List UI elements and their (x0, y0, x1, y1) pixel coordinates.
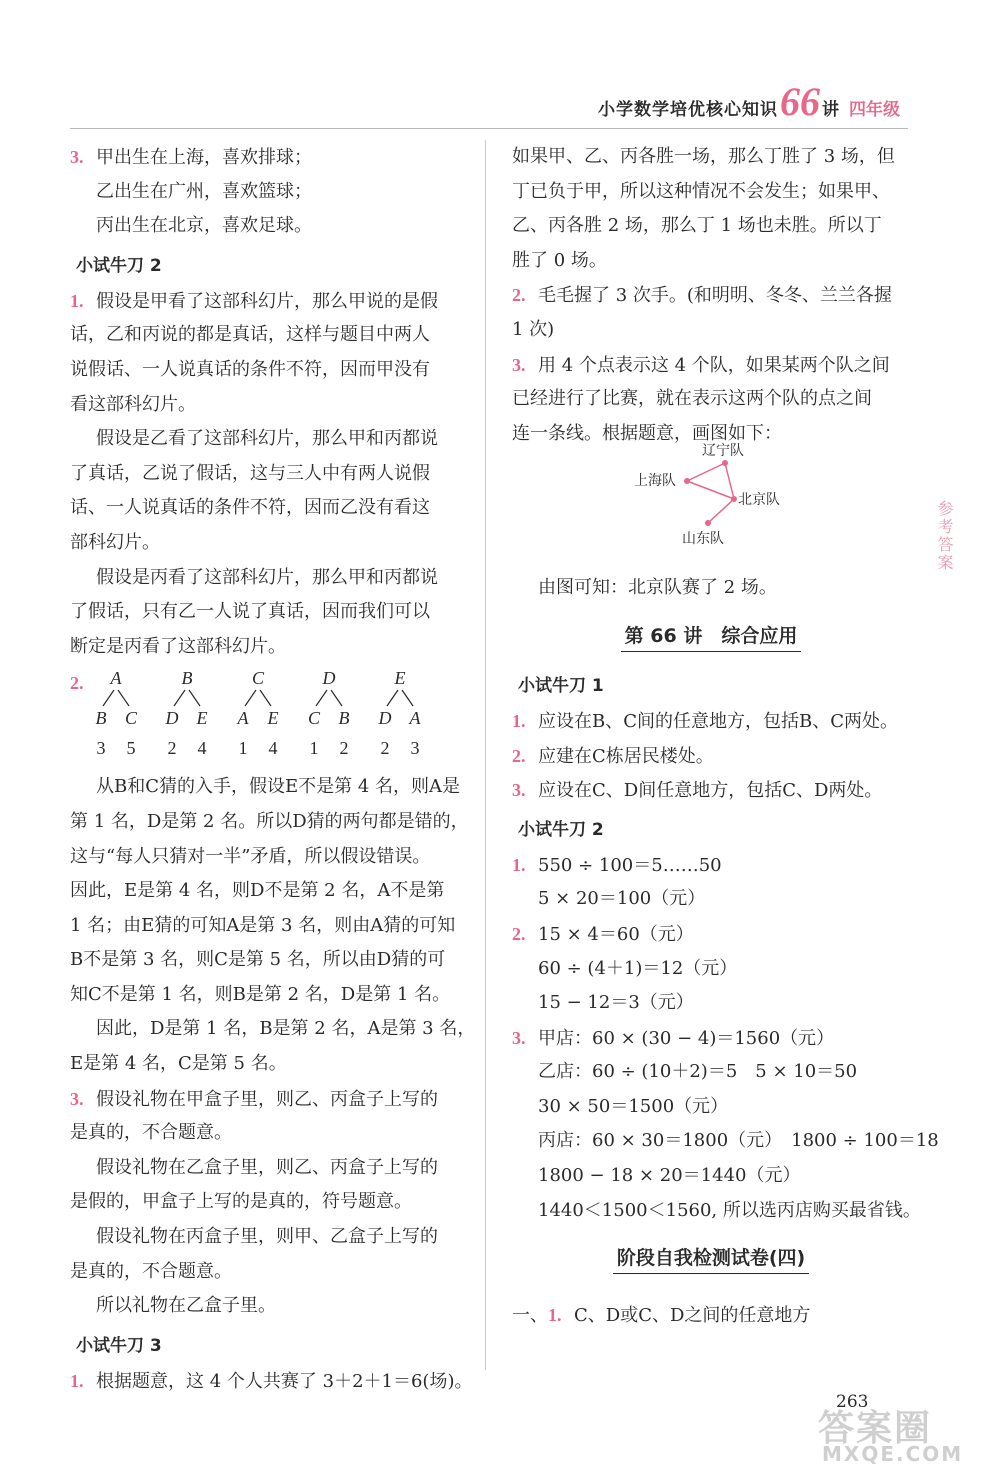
answer-line: 1. 根据题意，这 4 个人共赛了 3＋2＋1＝6(场)。 (70, 1364, 470, 1399)
answer-line: 3. 甲出生在上海，喜欢排球； (70, 140, 470, 175)
tree-left-label: A (237, 708, 249, 729)
answer-line: 15 − 12＝3（元） (538, 992, 694, 1014)
tree-left-rank: 2 (380, 738, 390, 759)
tree-right-rank: 5 (126, 738, 136, 759)
tree-left-label: D (165, 708, 179, 729)
answer-line: E是第 4 名，C是第 5 名。 (70, 1053, 287, 1075)
column-divider (485, 140, 486, 1370)
tree-branch (387, 690, 398, 706)
answer-line: 是真的，不合题意。 (70, 1260, 232, 1282)
tree-top-label: C (251, 668, 265, 689)
answer-line: 如果甲、乙、丙各胜一场，那么丁胜了 3 场，但 (512, 146, 895, 167)
section-heading: 小试牛刀 2 (518, 819, 604, 840)
answer-line: 从B和C猜的入手，假设E不是第 4 名，则A是 (96, 776, 461, 798)
answer-line: 是假的，甲盒子上写的是真的，符号题意。 (70, 1191, 412, 1213)
right-column (512, 140, 939, 1333)
answer-line: 胜了 0 场。 (512, 249, 607, 271)
tree-left-rank: 3 (96, 738, 106, 759)
left-column (70, 140, 476, 1398)
label-shandong: 山东队 (682, 531, 724, 548)
question-number: 3. (512, 780, 526, 801)
question-number: 2. (512, 923, 526, 944)
tree-branch (103, 690, 114, 706)
page-number: 263 (836, 1392, 869, 1412)
team-graph (512, 443, 910, 589)
answer-line: 60 ÷ (4＋1)＝12（元） (538, 957, 738, 979)
edge-liaoning-beijing (725, 463, 734, 499)
section-heading: 小试牛刀 1 (518, 675, 604, 696)
question-number: 1. (70, 290, 84, 311)
question-number: 3. (70, 147, 84, 167)
tree-branch (118, 690, 129, 706)
answer-line: 一、1. C、D或C、D之间的任意地方 (512, 1298, 910, 1333)
guess-trees (70, 666, 470, 770)
answer-line: 话、一人说真话的条件不符，因而乙没有看这 (70, 497, 430, 519)
question-number: 3. (70, 1088, 84, 1109)
tree-left-label: C (307, 708, 321, 729)
node-shanghai (684, 478, 690, 484)
tree-left-label: D (378, 708, 392, 729)
answer-line: 1800 − 18 × 20＝1440（元） (538, 1165, 801, 1187)
label-shanghai: 上海队 (634, 473, 676, 490)
answer-line: 了真话，乙说了假话，这与三人中有两人说假 (70, 462, 430, 484)
header-divider (70, 128, 908, 129)
answer-line: 部科幻片。 (70, 531, 160, 553)
tree-right-rank: 2 (339, 738, 349, 759)
tree-right-rank: 4 (268, 738, 278, 759)
answer-line: 看这部科幻片。 (70, 393, 196, 415)
answer-line: 2. 15 × 4＝60（元） (512, 917, 910, 952)
answer-line: 假设礼物在乙盒子里，则乙、丙盒子上写的 (96, 1156, 438, 1178)
tree-branch (402, 690, 413, 706)
answer-line: 乙、丙各胜 2 场，那么丁 1 场也未胜。所以丁 (512, 215, 882, 237)
answer-line: 1. 550 ÷ 100＝5……50 (512, 848, 910, 883)
question-number: 1. (548, 1305, 562, 1326)
question-number: 2. (70, 673, 84, 694)
node-shandong (705, 520, 711, 526)
page-header (598, 78, 900, 128)
answer-line: 30 × 50＝1500（元） (538, 1095, 729, 1117)
answer-line: 说假话、一人说真话的条件不符，因而甲没有 (70, 358, 430, 380)
edge-beijing-shandong (708, 499, 734, 523)
answer-line: 2. 毛毛握了 3 次手。(和明明、冬冬、兰兰各握 (512, 278, 910, 313)
node-beijing (731, 496, 737, 502)
tree-top-label: B (181, 668, 193, 689)
label-beijing: 北京队 (738, 492, 780, 509)
answer-line: 丁已负于甲，所以这种情况不会发生；如果甲、 (512, 180, 890, 202)
answer-line: 1. 应设在B、C间的任意地方，包括B、C两处。 (512, 704, 910, 739)
tree-branch (189, 690, 200, 706)
book-number: 66 (780, 79, 820, 124)
question-number: 3. (512, 1027, 526, 1048)
answer-line: 了假话，只有乙一人说了真话，因而我们可以 (70, 601, 430, 623)
question-number: 2. (512, 285, 526, 306)
answer-line: 因此，E是第 4 名，则D不是第 2 名，A不是第 (70, 880, 445, 902)
book-title: 小学数学培优核心知识 (598, 100, 778, 120)
team-graph-lines (512, 451, 910, 589)
question-number: 1. (512, 710, 526, 731)
edge-shanghai-liaoning (687, 463, 725, 481)
tree-right-label: C (124, 708, 138, 729)
answer-line: 3. 用 4 个点表示这 4 个队，如果某两个队之间 (512, 348, 910, 383)
node-liaoning (722, 460, 728, 466)
tree-top-label: D (322, 668, 336, 689)
answer-line: 3. 假设礼物在甲盒子里，则乙、丙盒子上写的 (70, 1082, 470, 1117)
tree-top-label: E (394, 668, 406, 689)
tree-branch (260, 690, 271, 706)
edge-shanghai-beijing (687, 481, 734, 499)
answer-line: 1. 假设是甲看了这部科幻片，那么甲说的是假 (70, 284, 470, 319)
answer-line: 乙出生在广州，喜欢篮球； (96, 180, 312, 202)
answer-line: 因此，D是第 1 名，B是第 2 名，A是第 3 名， (96, 1018, 476, 1040)
tree-left-label: B (95, 708, 107, 729)
section-heading: 小试牛刀 3 (76, 1335, 162, 1356)
answer-line: 断定是丙看了这部科幻片。 (70, 635, 286, 657)
tree-top-label: A (110, 668, 122, 689)
tree-left-rank: 2 (167, 738, 177, 759)
answer-line: 第 1 名，D是第 2 名。所以D猜的两句都是错的， (70, 810, 469, 832)
tree-right-label: B (338, 708, 350, 729)
answer-line: 假设是丙看了这部科幻片，那么甲和丙都说 (96, 566, 438, 588)
answer-line: 2. 应建在C栋居民楼处。 (512, 739, 910, 774)
question-number: 3. (512, 354, 526, 375)
tree-branch (245, 690, 256, 706)
answer-line: 1440＜1500＜1560, 所以选丙店购买最省钱。 (538, 1199, 921, 1221)
answer-line: 连一条线。根据题意，画图如下： (512, 422, 782, 444)
question-number: 2. (512, 745, 526, 766)
watermark: 答案圈 MXQE.COM (818, 1408, 964, 1466)
answer-line: 假设礼物在丙盒子里，则甲、乙盒子上写的 (96, 1226, 438, 1248)
answer-line: 是真的，不合题意。 (70, 1122, 232, 1144)
tree-right-label: E (267, 708, 279, 729)
answer-line: 1 次) (512, 318, 555, 340)
grade-label: 四年级 (849, 100, 900, 120)
tree-left-rank: 1 (238, 738, 248, 759)
tree-right-label: A (409, 708, 421, 729)
book-unit: 讲 (822, 100, 839, 120)
tree-right-rank: 4 (197, 738, 207, 759)
answer-line: 1 名；由E猜的可知A是第 3 名，则由A猜的可知 (70, 914, 456, 936)
answer-line: 这与“每人只猜对一半”矛盾，所以假设错误。 (70, 845, 431, 867)
answer-line: 话，乙和丙说的都是真话，这样与题目中两人 (70, 324, 430, 346)
tree-branch (316, 690, 327, 706)
tree-right-rank: 3 (410, 738, 420, 759)
answer-line: 5 × 20＝100（元） (538, 888, 706, 910)
tree-right-label: E (196, 708, 208, 729)
answer-line: 丙店：60 × 30＝1800（元） 1800 ÷ 100＝18 (538, 1130, 939, 1152)
tree-branch (174, 690, 185, 706)
answer-line: 知C不是第 1 名，则B是第 2 名，D是第 1 名。 (70, 983, 451, 1005)
side-tab: 参考答案 (935, 500, 954, 572)
guess-tree-diagram (70, 666, 470, 770)
answer-line: 3. 应设在C、D间任意地方，包括C、D两处。 (512, 773, 910, 808)
answer-line: 乙店：60 ÷ (10＋2)＝5 5 × 10＝50 (538, 1061, 858, 1083)
test-title: 阶段自我检测试卷(四) (512, 1230, 910, 1286)
answer-line: 已经进行了比赛，就在表示这两个队的点之间 (512, 388, 872, 410)
answer-line: 3. 甲店：60 × (30 − 4)＝1560（元） (512, 1021, 910, 1056)
label-liaoning: 辽宁队 (702, 443, 744, 460)
question-number: 1. (512, 854, 526, 875)
tree-left-rank: 1 (309, 738, 319, 759)
tree-branch (331, 690, 342, 706)
lecture-title: 第 66 讲 综合应用 (512, 608, 910, 664)
answer-line: 由图可知：北京队赛了 2 场。 (538, 577, 777, 599)
section-heading: 小试牛刀 2 (76, 255, 162, 276)
answer-line: 假设是乙看了这部科幻片，那么甲和丙都说 (96, 428, 438, 450)
answer-line: B不是第 3 名，则C是第 5 名，所以由D猜的可 (70, 949, 446, 971)
answer-line: 所以礼物在乙盒子里。 (96, 1295, 276, 1317)
question-number: 1. (70, 1370, 84, 1391)
answer-line: 丙出生在北京，喜欢足球。 (96, 215, 312, 237)
